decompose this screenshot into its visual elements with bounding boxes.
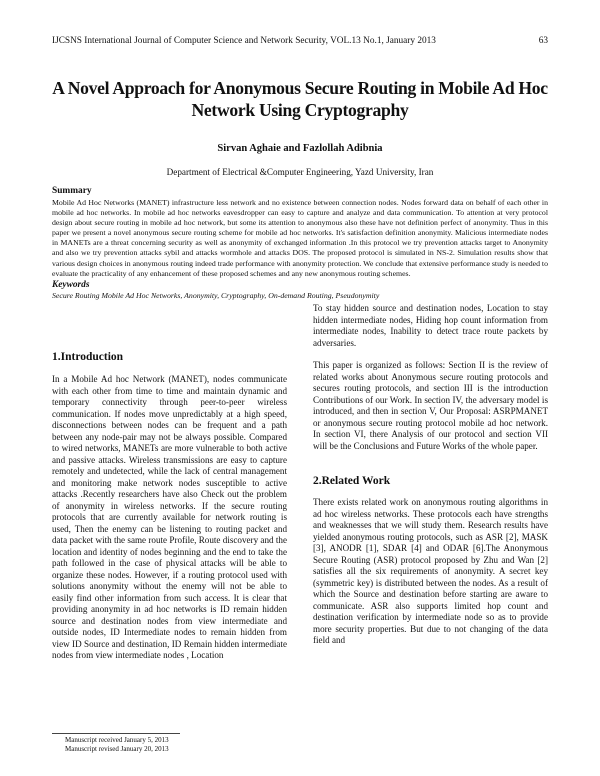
right-column <box>313 303 548 647</box>
abstract-block <box>52 186 548 301</box>
footnotes <box>65 736 169 754</box>
affiliation: Department of Electrical &Computer Engineering, Yazd University, Iran <box>166 167 434 177</box>
keywords-heading: Keywords <box>52 279 90 290</box>
left-column <box>52 350 287 662</box>
page-number: 63 <box>538 36 548 46</box>
summary-text: Mobile Ad Hoc Networks (MANET) infrastructure less network and no existence between connection nodes. Nodes forward data on behalf of each other in mobile ad hoc networks. In mobile ad hoc networks eavesdropper can easy to capture and analyze and data communication. To attention at very protocol design about secure routing in mobile ad hoc network, but some its attention to anonymous also these have not definition perfect of anonymity. Thus in this paper we present a novel anonymous secure routing scheme for mobile ad hoc networks. It's satisfaction definition anonymity. Malicious intermediate nodes in MANETs are a threat concerning security as well as anonymity of exchanged information .In this protocol we try prevention attacks target to Anonymity and also we try prevention attacks sybil and attacks wormhole and attacks DOS. The proposed protocol is simulated in NS-2. Simulation results show that various design choices in anonymous routing indeed trade performance with anonymity protection. We conclude that extensive performance study is needed to evaluate the practicality of any enhancement of these proposed schemes and any new anonymous routing schemes. <box>52 198 548 278</box>
footnote-revised: Manuscript revised January 20, 2013 <box>65 745 169 753</box>
intro-continued-text: To stay hidden source and destination nodes, Location to stay hidden intermediate nodes, Hiding hop count information from intermediate nodes, Inability to detect trace route packets by adversaries. <box>313 303 548 348</box>
paper-title: A Novel Approach for Anonymous Secure Routing in Mobile Ad Hoc Network Using Cryptography <box>52 78 548 120</box>
summary-heading: Summary <box>52 186 92 196</box>
organization-text: This paper is organized as follows: Section II is the review of related works about Anonymous secure routing protocols and secures routing protocols, and section III is the introduction Contributions of our Work. In section IV, the adversary model is introduced, and then in section V, Our Proposal: ASRPMANET or anonymous secure routing protocol mobile ad hoc network. In section VI, there Analysis of our protocol and section VII will be the Conclusions and Future Works of the whole paper. <box>313 360 548 451</box>
related-work-heading: 2.Related Work <box>313 475 391 487</box>
introduction-text: In a Mobile Ad hoc Network (MANET), nodes communicate with each other from time to time and maintain dynamic and temporary connectivity through peer-to-peer wireless communication. If nodes move unpredictably at a high speed, disconnections between nodes can be frequent and a path between any node-pair may not be always possible. Compared to wired networks, MANETs are more vulnerable to both active and passive attacks. Wireless transmissions are easy to capture remotely and undetected, while the lack of central management and monitoring make network nodes susceptible to active attacks .Recently researchers have also Check out the problem of anonymity in wireless networks. If the secure routing protocols that are currently available for network routing is used, Then the enemy can be listening to routing packet and data packet with the same route Profile, Route discovery and the location and identity of nodes beginning and the end to take the path followed in the case of physical attacks will be able to organize these nodes. However, if a routing protocol used with solutions anonymity without the enemy will not be able to easily find other information from such access. It is clear that providing anonymity in ad hoc networks is ID remain hidden source and destination nodes from view intermediate and outside nodes, ID Intermediate nodes to remain hidden from view ID Source and destination, ID Remain hidden intermediate nodes from view intermediate nodes , Location <box>52 374 287 660</box>
running-header <box>52 36 548 46</box>
footnote-divider <box>52 733 180 734</box>
journal-header: IJCSNS International Journal of Computer Science and Network Security, VOL.13 No.1, January 2013 <box>52 36 436 46</box>
related-work-text: There exists related work on anonymous routing algorithms in ad hoc wireless networks. These protocols each have strengths and weaknesses that we will study them. Research results have yielded anonymous routing protocols, such as ASR [2], MASK [3], ANODR [1], SDAR [4] and ODAR [6].The Anonymous Secure Routing (ASR) protocol proposed by Zhu and Wan [2] satisfies all the six requirements of anonymity. A secret key (symmetric key) is distributed between the nodes. As a result of which the Source and destination before starting are aware to communicate. ASR also supports limited hop count and destination verification by intermediate node so as to provide more security properties. But due to not changing of the data field and <box>313 497 548 645</box>
introduction-heading: 1.Introduction <box>52 351 124 363</box>
keywords-text: Secure Routing Mobile Ad Hoc Networks, Anonymity, Cryptography, On-demand Routing, Pseudonymity <box>52 290 380 300</box>
footnote-received: Manuscript received January 5, 2013 <box>65 736 169 744</box>
authors: Sirvan Aghaie and Fazlollah Adibnia <box>217 143 383 154</box>
